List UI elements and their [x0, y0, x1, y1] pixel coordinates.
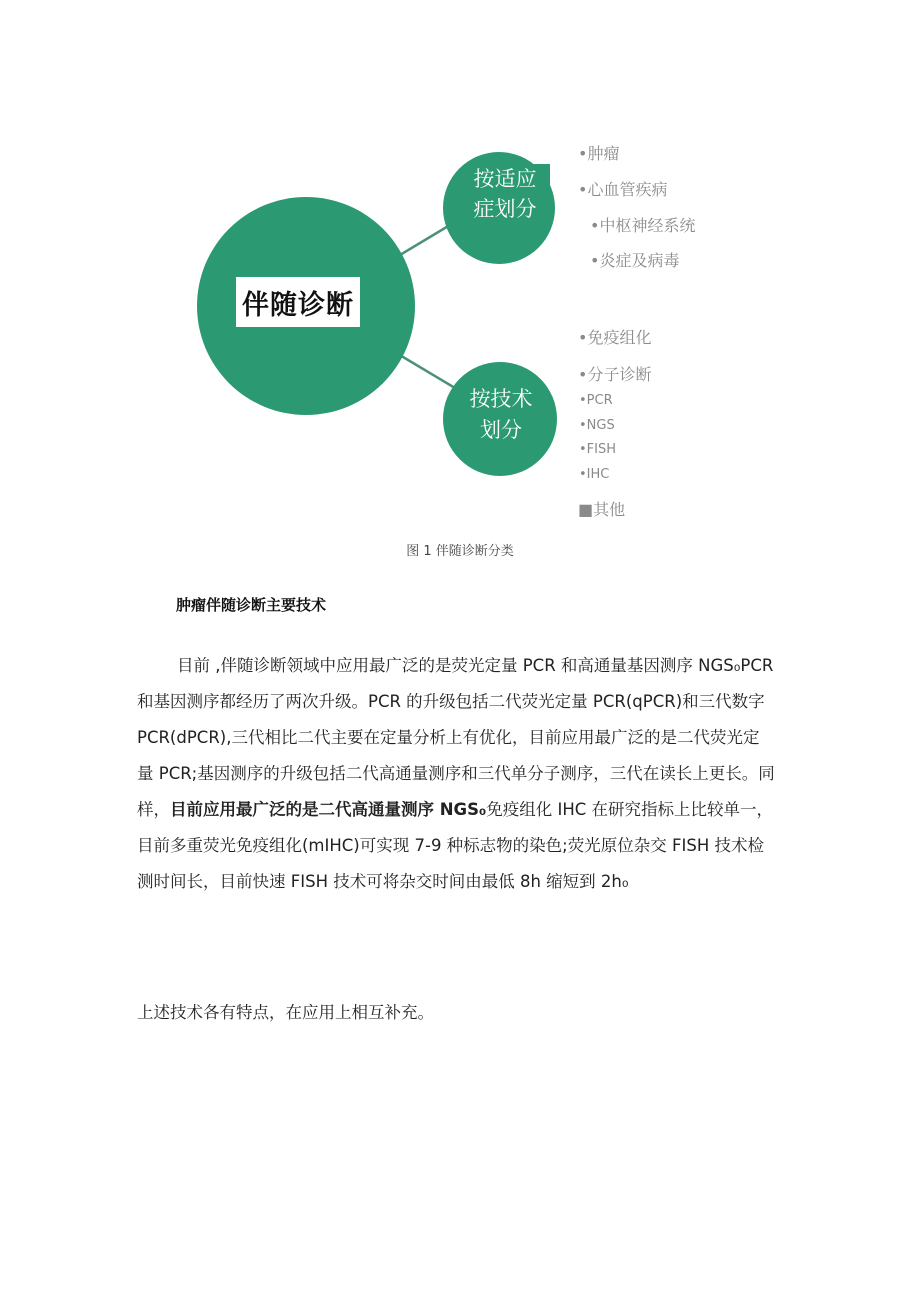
indication-item: •心血管疾病 [578, 180, 668, 199]
bold-text-run: 目前应用最广泛的是二代高通量测序 NGS₀ [170, 800, 487, 819]
technology-item: •分子诊断 [578, 365, 652, 384]
indication-item: •炎症及病毒 [590, 251, 680, 270]
center-node-label: 伴随诊断 [236, 277, 360, 327]
paragraph-line: PCR(dPCR),三代相比二代主要在定量分析上有优化，目前应用最广泛的是二代荧光定 [137, 728, 760, 747]
connector-bottom [398, 354, 455, 388]
node-label-line: 划分 [480, 418, 522, 442]
paragraph-line: 测时间长，目前快速 FISH 技术可将杂交时间由最低 8h 缩短到 2h₀ [137, 872, 629, 891]
paragraph-2: 上述技术各有特点，在应用上相互补充。 [137, 1003, 434, 1022]
paragraph-line [137, 792, 797, 828]
connector-lines [0, 0, 920, 560]
technology-subitem: •FISH [579, 442, 617, 457]
technology-subitem: •IHC [579, 467, 610, 482]
paragraph-1 [137, 648, 797, 900]
node-label-line: 按技术 [469, 387, 533, 411]
technology-item: •免疫组化 [578, 328, 652, 347]
text-run: 免疫组化 IHC 在研究指标上比较单一， [486, 800, 774, 819]
technology-subitem: •NGS [579, 418, 615, 433]
node-label-line: 症划分 [473, 197, 537, 221]
indication-item: •中枢神经系统 [590, 216, 696, 235]
paragraph-line: 和基因测序都经历了两次升级。PCR 的升级包括二代荧光定量 PCR(qPCR)和三代数字 [137, 692, 765, 711]
section-heading: 肿瘤伴随诊断主要技术 [176, 596, 327, 614]
figure-caption: 图 1 伴随诊断分类 [406, 544, 514, 559]
paragraph-line: 量 PCR;基因测序的升级包括二代高通量测序和三代单分子测序，三代在读长上更长。同 [137, 764, 775, 783]
node-label-line: 按适应 [473, 167, 537, 191]
paragraph-line: 目前 ,伴随诊断领域中应用最广泛的是荧光定量 PCR 和高通量基因测序 NGS₀PCR [177, 656, 774, 675]
indication-item: •肿瘤 [578, 144, 620, 163]
text-run: 样， [137, 800, 170, 819]
technology-node-label [463, 384, 539, 450]
paragraph-line: 目前多重荧光免疫组化(mIHC)可实现 7-9 种标志物的染色;荧光原位杂交 FISH 技术检 [137, 836, 764, 855]
technology-subitem: •PCR [579, 393, 613, 408]
technology-other-item: ■其他 [578, 500, 626, 519]
indication-node-label [464, 164, 546, 230]
